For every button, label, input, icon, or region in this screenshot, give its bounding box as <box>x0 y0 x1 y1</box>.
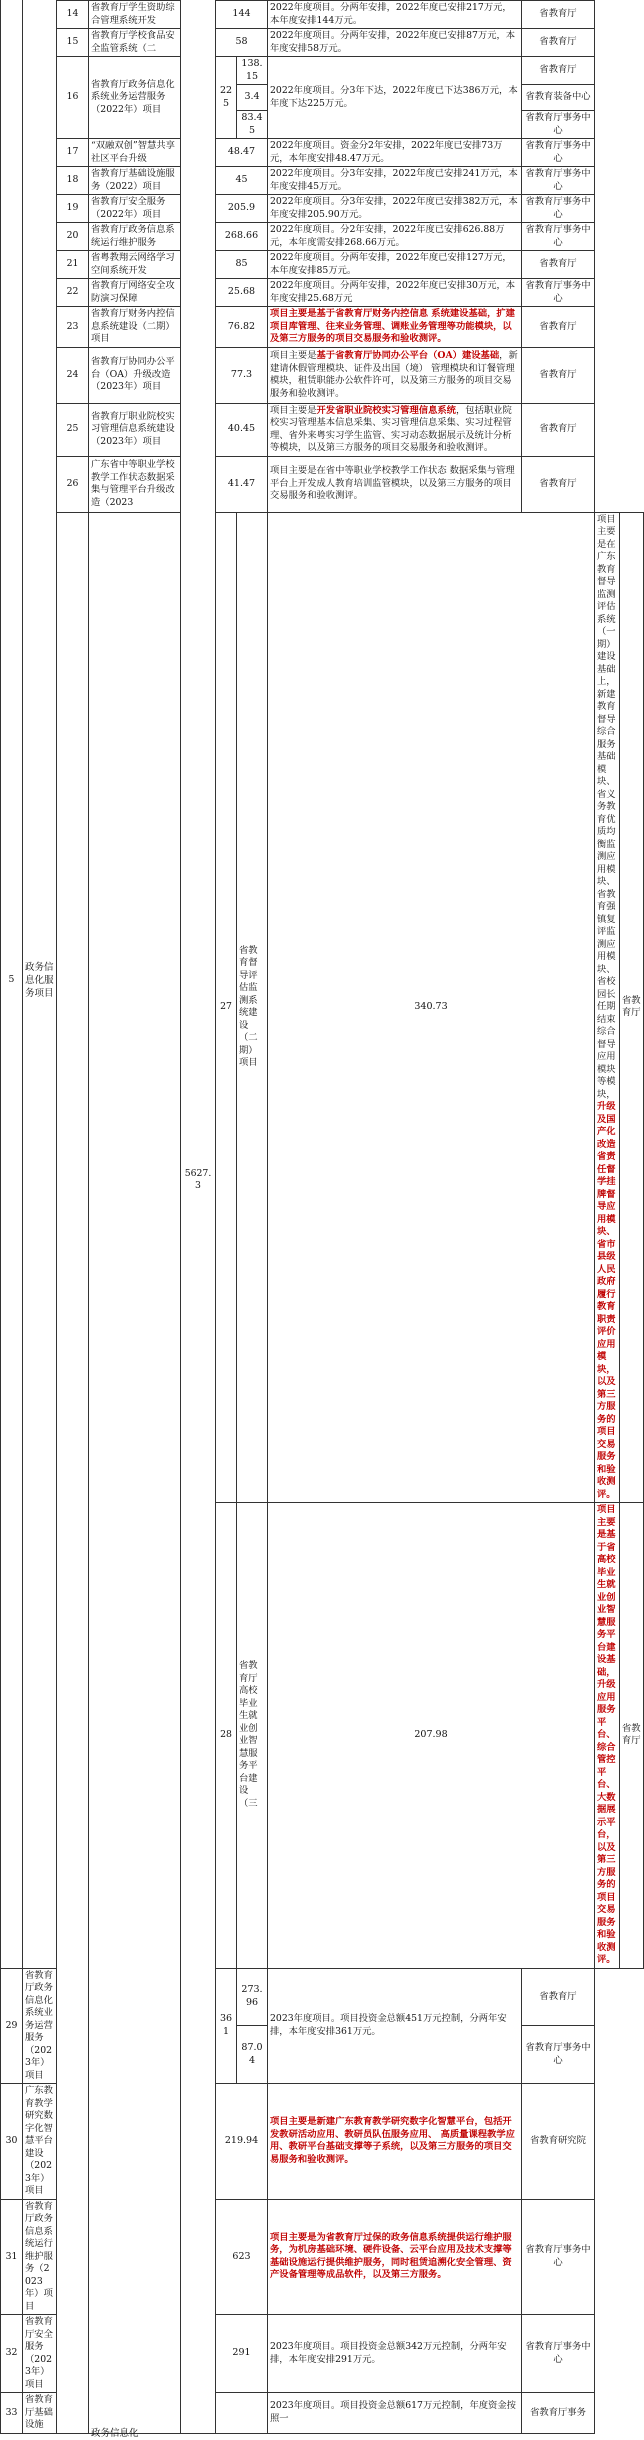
project-name: 省教育厅基础设施服务（2022）项目 <box>89 167 181 195</box>
project-org: 省教育厅 <box>522 403 595 456</box>
row-no: 25 <box>57 403 89 456</box>
row-no: 26 <box>57 456 89 512</box>
table-row <box>1 307 644 348</box>
table-row <box>1 195 644 223</box>
project-amount: 361 <box>216 1968 237 2084</box>
table-row <box>1 403 644 456</box>
desc-text: ，新建请休假管理模块、证件及出国（境） 管理模块和订餐管理模块，租赁职能办公软件许可，以及第三方服务的项目交易服务和验收测评。 <box>270 350 518 399</box>
project-org: 省教育厅事务中心 <box>522 195 595 223</box>
project-org: 省教育厅事务中心 <box>522 2315 595 2393</box>
project-desc: 2022年度项目。分2年安排，2022年度已安排626.88万元，本年度需安排268.66万元。 <box>268 223 522 251</box>
project-name: 省教育厅财务内控信息系统建设（二期）项目 <box>89 307 181 348</box>
project-amount: 76.82 <box>216 307 268 348</box>
row-no: 15 <box>57 29 89 57</box>
project-amount: 291 <box>216 2315 268 2393</box>
project-amount: 225 <box>216 57 237 139</box>
row-no: 31 <box>1 2199 23 2315</box>
table-row <box>1 279 644 307</box>
project-org: 省教育厅事务中心 <box>522 223 595 251</box>
project-name: 省教育厅政务信息化系统业务运营服务（2023年）项目 <box>23 1968 57 2084</box>
project-name: 省教育厅学校食品安全监管系统（二 <box>89 29 181 57</box>
project-name: 省教育厅政务信息化系统业务运营服务（2022年）项目 <box>89 57 181 139</box>
project-desc: 2023年度项目。项目投资金总额451万元控制，分两年安排，本年度安排361万元。 <box>268 1968 522 2084</box>
table-row <box>1 57 644 85</box>
project-org: 省教育厅事务中心 <box>522 111 595 139</box>
project-amount: 25.68 <box>216 279 268 307</box>
category-number <box>57 512 89 2433</box>
table-row <box>1 223 644 251</box>
project-amount: 40.45 <box>216 403 268 456</box>
row-no: 29 <box>1 1968 23 2084</box>
desc-text: 项目主要是在广东教育督导监测评估系统（一期）建设基础上，新建教育督导综合服务基础模块、省义务教育优质均衡监测应用模块、省教育强镇复评监测应用模块、省校园长任期结束综合督导应用模块等模块， <box>597 513 616 1100</box>
table-row <box>1 512 644 1503</box>
project-desc: 2022年度项目。分3年安排，2022年度已安排241万元，本年度安排45万元。 <box>268 167 522 195</box>
row-no: 33 <box>1 2393 23 2434</box>
project-desc: 2022年度项目。资金分2年安排，2022年度已安排73万元，本年度安排48.47万元。 <box>268 139 522 167</box>
project-amount: 85 <box>216 251 268 279</box>
project-amount: 77.3 <box>216 347 268 403</box>
project-amount: 623 <box>216 2199 268 2315</box>
project-name: 省教育厅职业院校实习管理信息系统建设（2023年）项目 <box>89 403 181 456</box>
project-name: 广东教育教学研究数字化智慧平台建设（2023年）项目 <box>23 2084 57 2200</box>
project-name: “双融双创”智慧共享社区平台升级 <box>89 139 181 167</box>
project-org: 省教育装备中心 <box>522 85 595 111</box>
row-no: 22 <box>57 279 89 307</box>
row-no: 18 <box>57 167 89 195</box>
row-no: 23 <box>57 307 89 348</box>
project-desc <box>595 512 620 1503</box>
table-row <box>1 456 644 512</box>
project-name: 省教育督导评估监测系统建设（二期）项目 <box>237 512 268 1503</box>
project-org: 省教育厅 <box>522 1968 595 2026</box>
project-desc: 项目主要是基于省高校毕业生就业创业智慧服务平台建设基础，升级应用服务平台、综合管控平台、大数据展示平台，以及第三方服务的项目交易服务和验收测评。 <box>595 1503 620 1969</box>
table-row <box>1 167 644 195</box>
project-org: 省教育厅 <box>522 57 595 85</box>
project-org: 省教育研究院 <box>522 2084 595 2200</box>
desc-highlight: 升级及国产化改造省责任督学挂牌督导应用模块、省市县级人民政府履行教育职责评价应用模块，以及第三方服务的项目交易服务和验收测评。 <box>597 1101 616 1500</box>
table-row <box>1 251 644 279</box>
project-org: 省教育厅 <box>619 512 644 1503</box>
sub-amount: 273.96 <box>237 1968 268 2026</box>
project-amount: 48.47 <box>216 139 268 167</box>
project-org: 省教育厅事务中心 <box>522 2026 595 2084</box>
project-desc: 2022年度项目。分两年安排，2022年度已安排30万元，本年度安排25.68万元 <box>268 279 522 307</box>
project-name: 省教育厅网络安全攻防演习保障 <box>89 279 181 307</box>
project-desc: 2023年度项目。项目投资金总额342万元控制，分两年安排，本年度安排291万元。 <box>268 2315 522 2393</box>
row-no: 19 <box>57 195 89 223</box>
desc-text: ，包括职业院校实习管理基本信息采集、实习管理信息采集、实习过程管理、省外来粤实习学生监管、实习动态数据展示及统计分析等模块，以及第三方服务的项目交易服务和验收测评。 <box>270 404 512 453</box>
sub-amount: 87.04 <box>237 2026 268 2084</box>
project-amount: 219.94 <box>216 2084 268 2200</box>
project-name: 省教育厅政务信息系统运行维护服务（2023年）项目 <box>23 2199 57 2315</box>
row-no: 28 <box>216 1503 237 1969</box>
sub-amount: 138.15 <box>237 57 268 85</box>
project-org: 省教育厅 <box>522 307 595 348</box>
project-org: 省教育厅事务中心 <box>522 139 595 167</box>
table-row <box>1 139 644 167</box>
project-desc: 项目主要是为省教育厅过保的政务信息系统提供运行维护服务，为机房基础环境、硬件设备、云平台应用及技术支撑等基础设施运行提供维护服务，同时租赁追溯化安全管理、资产设备管理等成品软件，以及第三方服务。 <box>268 2199 522 2315</box>
project-amount <box>216 2393 268 2434</box>
row-no: 24 <box>57 347 89 403</box>
total-amount: 5627.3 <box>181 0 216 2433</box>
row-no: 14 <box>57 1 89 29</box>
project-org: 省教育厅事务 <box>522 2393 595 2434</box>
project-desc: 项目主要是在省中等职业学校教学工作状态 数据采集与管理平台上开发成人教育培训监管模块，以及第三方服务的项目交易服务和验收测评。 <box>268 456 522 512</box>
table-row <box>1 29 644 57</box>
category-number: 5 <box>1 0 23 1968</box>
project-name: 省教育厅高校毕业生就业创业智慧服务平台建设（三 <box>237 1503 268 1969</box>
project-org: 省教育厅 <box>522 251 595 279</box>
project-name: 省教育厅基础设施 <box>23 2393 57 2434</box>
row-no: 16 <box>57 57 89 139</box>
project-org: 省教育厅 <box>619 1503 644 1969</box>
project-desc <box>268 347 522 403</box>
desc-highlight: 基于省教育厅协同办公平台（OA）建设基础 <box>316 350 500 361</box>
project-name: 省教育厅政务信息系统运行维护服务 <box>89 223 181 251</box>
row-no: 32 <box>1 2315 23 2393</box>
project-desc: 项目主要是基于省教育厅财务内控信息 系统建设基础，扩建项目库管理、往来业务管理、调账业务管理等功能模块，以及第三方服务的项目交易服务和验收测评。 <box>268 307 522 348</box>
project-desc: 2022年度项目。分两年安排，2022年度已安排217万元，本年度安排144万元。 <box>268 1 522 29</box>
project-name: 省粤教翔云网络学习空间系统开发 <box>89 251 181 279</box>
project-org: 省教育厅 <box>522 29 595 57</box>
project-name: 广东省中等职业学校教学工作状态数据采集与管理平台升级改造（2023 <box>89 456 181 512</box>
project-org: 省教育厅事务中心 <box>522 167 595 195</box>
project-name: 省教育厅安全服务（2022年）项目 <box>89 195 181 223</box>
table-row <box>1 347 644 403</box>
sub-amount: 3.4 <box>237 85 268 111</box>
project-desc <box>268 403 522 456</box>
row-no: 17 <box>57 139 89 167</box>
project-name: 省教育厅协同办公平台（OA）升级改造（2023年）项目 <box>89 347 181 403</box>
project-org: 省教育厅 <box>522 1 595 29</box>
project-org: 省教育厅事务中心 <box>522 2199 595 2315</box>
row-no: 20 <box>57 223 89 251</box>
project-amount: 144 <box>216 1 268 29</box>
project-name: 省教育厅安全服务（2023年）项目 <box>23 2315 57 2393</box>
desc-text: 项目主要是 <box>270 350 317 361</box>
project-amount: 58 <box>216 29 268 57</box>
project-desc: 项目主要是新建广东教育教学研究数字化智慧平台，包括开发教研活动应用、教研员队伍服务应用、 高质量课程教学应用、教研平台基础支撑等子系统，以及第三方服务的项目交易服务和验收测评。 <box>268 2084 522 2200</box>
project-desc: 2023年度项目。项目投资金总额617万元控制，年度资金按照一 <box>268 2393 522 2434</box>
project-amount: 268.66 <box>216 223 268 251</box>
sub-amount: 83.45 <box>237 111 268 139</box>
project-amount: 41.47 <box>216 456 268 512</box>
project-desc: 2022年度项目。分两年安排，2022年度已安排127万元，本年度安排85万元。 <box>268 251 522 279</box>
project-org: 省教育厅 <box>522 456 595 512</box>
project-name: 省教育厅学生资助综合管理系统开发 <box>89 1 181 29</box>
table-row <box>1 1 644 29</box>
project-org: 省教育厅 <box>522 347 595 403</box>
row-no: 21 <box>57 251 89 279</box>
project-amount: 205.9 <box>216 195 268 223</box>
category-label: 政务信息化服务项目 <box>23 0 57 1968</box>
project-desc: 2022年度项目。分两年安排，2022年度已安排87万元，本年度安排58万元。 <box>268 29 522 57</box>
desc-text: 项目主要是 <box>270 404 317 416</box>
row-no: 27 <box>216 512 237 1503</box>
project-desc: 2022年度项目。分3年下达，2022年度已下达386万元，本年度下达225万元。 <box>268 57 522 139</box>
row-no: 30 <box>1 2084 23 2200</box>
project-desc: 2022年度项目。分3年安排，2022年度已安排382万元，本年度安排205.90万元。 <box>268 195 522 223</box>
desc-highlight: 开发省职业院校实习管理信息系统 <box>316 404 456 416</box>
project-amount: 45 <box>216 167 268 195</box>
category-label-next: 政务信息化 <box>89 512 181 2433</box>
project-amount: 207.98 <box>268 1503 595 1969</box>
project-org: 省教育厅事务中心 <box>522 279 595 307</box>
project-amount: 340.73 <box>268 512 595 1503</box>
